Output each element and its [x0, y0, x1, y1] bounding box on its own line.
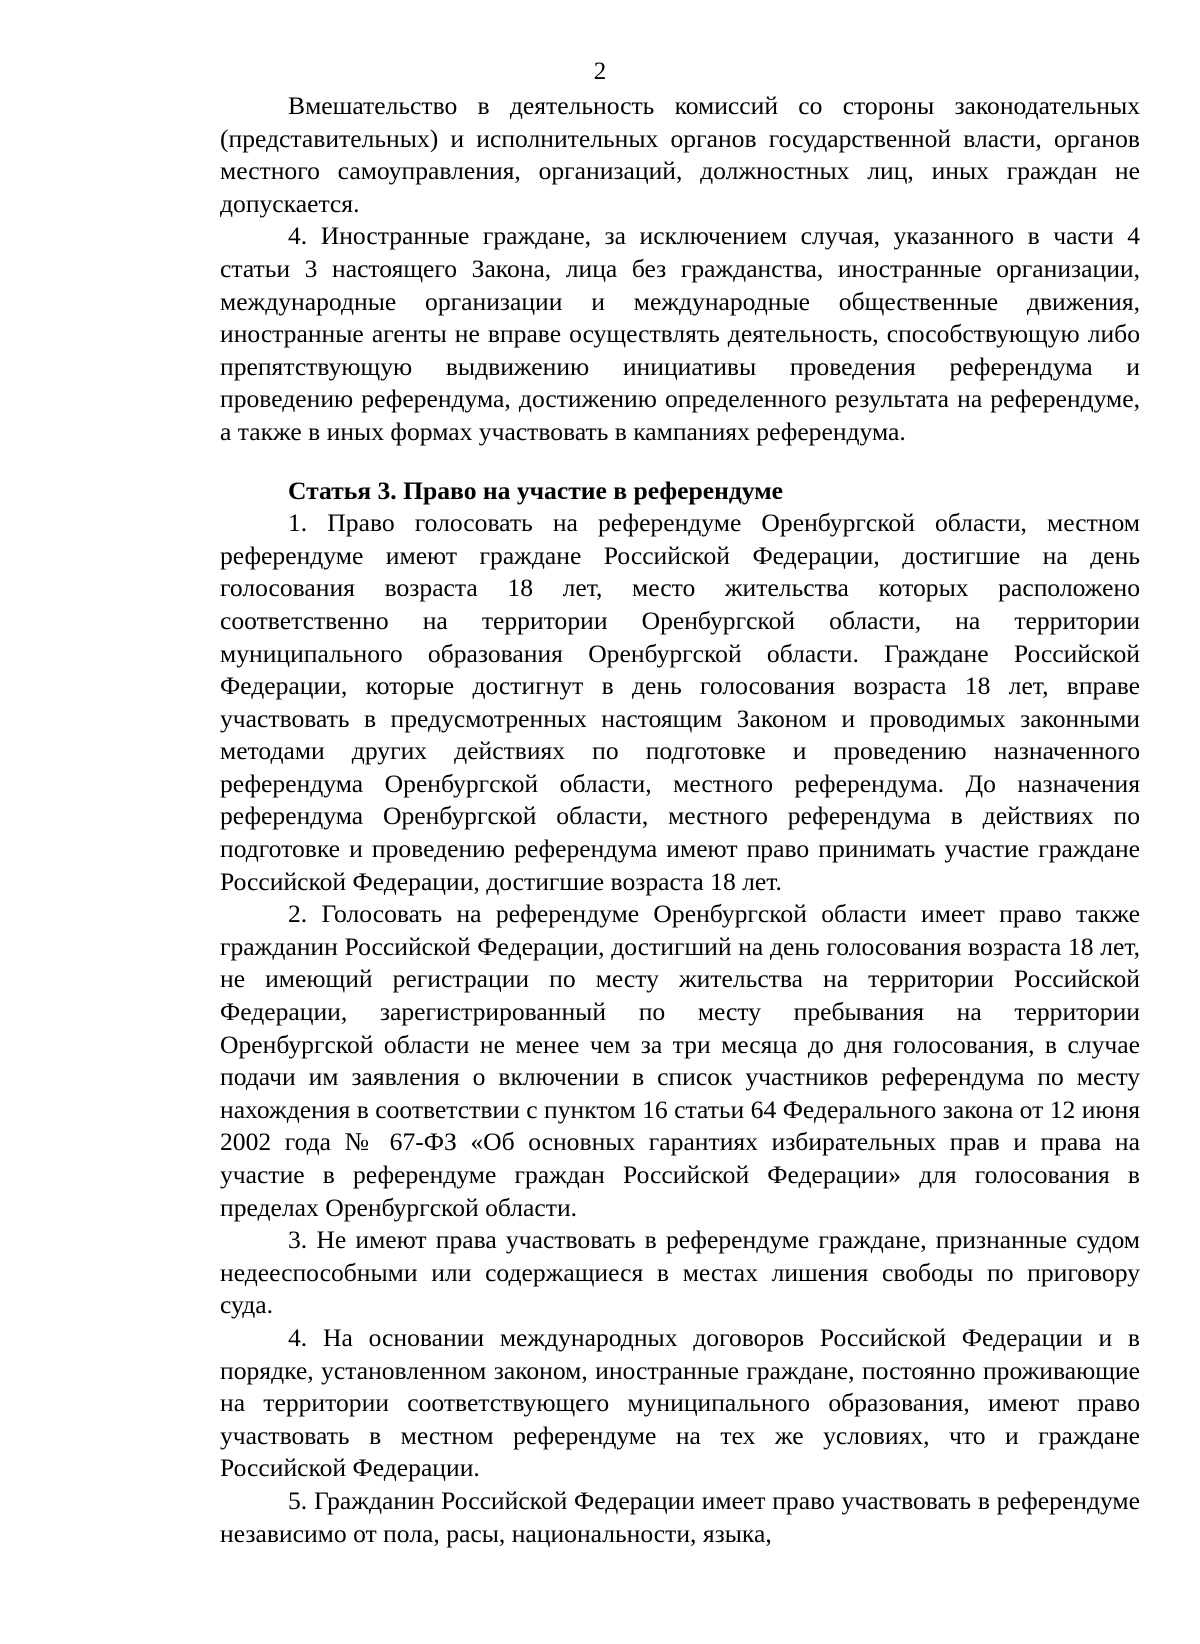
paragraph-foreign-citizens: 4. Иностранные граждане, за исключением случая, указанного в части 4 статьи 3 настоящего Закона, лица без гражданства, иностранные организации, международные организации и международные общественные движения, иностранные агенты не вправе осуществлять деятельность, способствующую либо препятствующую выдвижению инициативы проведения референдума и проведению референдума, достижению определенного результата на референдуме, а также в иных формах участвовать в кампаниях референдума. — [220, 221, 1140, 446]
paragraph-interference: Вмешательство в деятельность комиссий со стороны законодательных (представительных) и исполнительных органов государственной власти, органов местного самоуправления, организаций, должностных лиц, иных граждан не допускается. — [220, 91, 1140, 218]
article-paragraph-2: 2. Голосовать на референдуме Оренбургской области имеет право также гражданин Российской Федерации, достигший на день голосования возраста 18 лет, не имеющий регистрации по месту жительства на территории Российской Федерации, зарегистрированный по месту пребывания на территории Оренбургской области не менее чем за три месяца до дня голосования, в случае подачи им заявления о включении в список участников референдума по месту нахождения в соответствии с пунктом 16 статьи 64 Федерального закона от 12 июня 2002 года № 67-ФЗ «Об основных гарантиях избирательных прав и права на участие в референдуме граждан Российской Федерации» для голосования в пределах Оренбургской области. — [220, 899, 1140, 1222]
article-paragraph-1: 1. Право голосовать на референдуме Оренбургской области, местном референдуме имеют граждане Российской Федерации, достигшие на день голосования возраста 18 лет, место жительства которых расположено соответственно на территории Оренбургской области, на территории муниципального образования Оренбургской области. Граждане Российской Федерации, которые достигнут в день голосования возраста 18 лет, вправе участвовать в предусмотренных настоящим Законом и проводимых законными методами других действиях по подготовке и проведению назначенного референдума Оренбургской области, местного референдума. До назначения референдума Оренбургской области, местного референдума в действиях по подготовке и проведению референдума имеют право принимать участие граждане Российской Федерации, достигшие возраста 18 лет. — [220, 508, 1140, 896]
article-paragraph-4: 4. На основании международных договоров Российской Федерации и в порядке, установленном законом, иностранные граждане, постоянно проживающие на территории соответствующего муниципального образования, имеют право участвовать в местном референдуме на тех же условиях, что и граждане Российской Федерации. — [220, 1322, 1140, 1483]
article-heading: Статья 3. Право на участие в референдуме — [288, 475, 784, 505]
document-body — [220, 90, 1140, 1550]
article-paragraph-5: 5. Гражданин Российской Федерации имеет право участвовать в референдуме независимо от пола, расы, национальности, языка, — [220, 1485, 1140, 1548]
page-number: 2 — [593, 58, 607, 85]
article-paragraph-3: 3. Не имеют права участвовать в референдуме граждане, признанные судом недееспособными или содержащиеся в местах лишения свободы по приговору суда. — [220, 1225, 1140, 1320]
